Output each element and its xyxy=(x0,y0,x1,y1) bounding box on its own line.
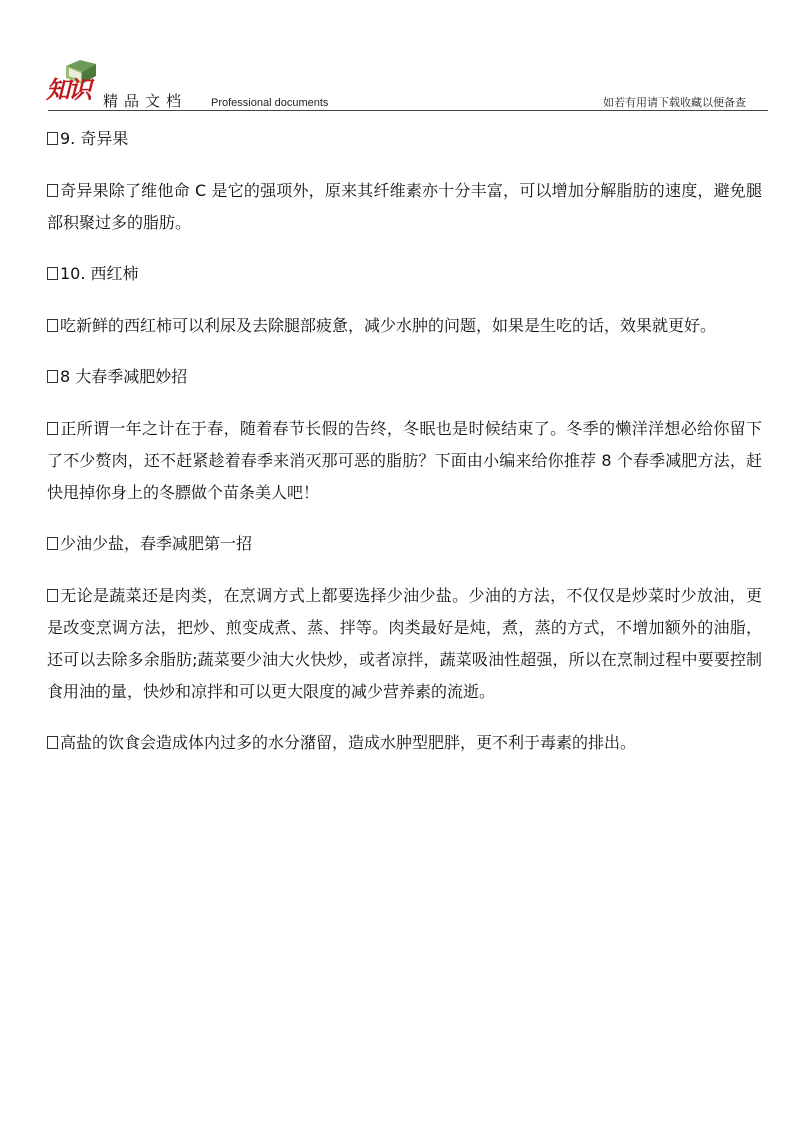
bullet-box-icon xyxy=(47,267,58,280)
paragraph-text: 少油少盐，春季减肥第一招 xyxy=(60,534,253,553)
heading-tomato xyxy=(47,258,762,290)
bullet-box-icon xyxy=(47,319,58,332)
bullet-box-icon xyxy=(47,132,58,145)
paragraph xyxy=(47,310,762,342)
page-header xyxy=(0,0,794,112)
logo xyxy=(46,54,100,106)
bullet-box-icon xyxy=(47,589,58,602)
bullet-box-icon xyxy=(47,537,58,550)
bullet-box-icon xyxy=(47,736,58,749)
paragraph-text: 10. 西红柿 xyxy=(60,264,139,283)
brand-subtitle: Professional documents xyxy=(211,97,329,109)
paragraph-text: 无论是蔬菜还是肉类，在烹调方式上都要选择少油少盐。少油的方法，不仅仅是炒菜时少放油，更是改变烹调方法，把炒、煎变成煮、蒸、拌等。肉类最好是炖，煮，蒸的方式，不增加额外的油脂，还可以去除多余脂肪;蔬菜要少油大火快炒，或者凉拌，蔬菜吸油性超强，所以在烹制过程中要要控制食用油的量，快炒和凉拌和可以更大限度的减少营养素的流逝。 xyxy=(47,586,762,701)
bullet-box-icon xyxy=(47,370,58,383)
heading-less-oil-salt xyxy=(47,528,762,560)
bullet-box-icon xyxy=(47,184,58,197)
heading-kiwi xyxy=(47,123,762,155)
bullet-box-icon xyxy=(47,422,58,435)
header-divider xyxy=(48,110,768,111)
document-body xyxy=(47,123,762,778)
logo-text: 知识 xyxy=(46,75,90,104)
paragraph xyxy=(47,175,762,239)
heading-spring-tips xyxy=(47,361,762,393)
paragraph xyxy=(47,413,762,509)
brand-title: 精品文档 xyxy=(103,92,188,110)
paragraph-text: 正所谓一年之计在于春，随着春节长假的告终，冬眠也是时候结束了。冬季的懒洋洋想必给你留下了不少赘肉，还不赶紧趁着春季来消灭那可恶的脂肪？下面由小编来给你推荐 8 个春季减肥方法，赶快甩掉你身上的冬膘做个苗条美人吧！ xyxy=(47,419,762,502)
paragraph xyxy=(47,580,762,708)
header-note: 如若有用请下载收藏以便备查 xyxy=(603,96,746,109)
paragraph xyxy=(47,727,762,759)
paragraph-text: 9. 奇异果 xyxy=(60,129,129,148)
paragraph-text: 吃新鲜的西红柿可以利尿及去除腿部疲惫，减少水肿的问题，如果是生吃的话，效果就更好。 xyxy=(60,316,717,335)
paragraph-text: 奇异果除了维他命 C 是它的强项外，原来其纤维素亦十分丰富，可以增加分解脂肪的速度，避免腿部积聚过多的脂肪。 xyxy=(47,181,762,232)
paragraph-text: 高盐的饮食会造成体内过多的水分潴留，造成水肿型肥胖，更不利于毒素的排出。 xyxy=(60,733,637,752)
paragraph-text: 8 大春季减肥妙招 xyxy=(60,367,188,386)
